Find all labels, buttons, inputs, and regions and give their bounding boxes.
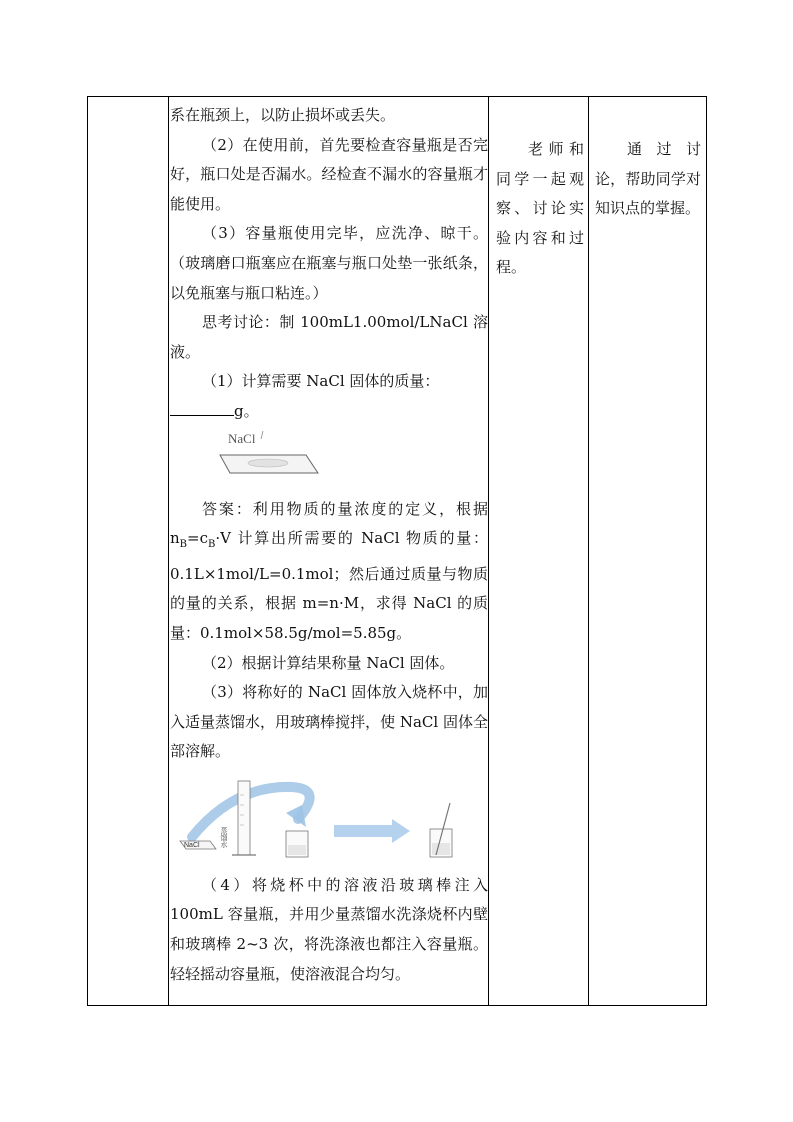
paragraph: 系在瓶颈上，以防止损坏或丢失。 <box>170 106 396 124</box>
figure-label: 蒸馏水 <box>220 826 228 848</box>
column-divider <box>588 97 589 1005</box>
lesson-table <box>87 96 707 1006</box>
paragraph: （2）在使用前，首先要检查容量瓶是否完好，瓶口处是否漏水。经检查不漏水的容量瓶才能使用。 <box>170 135 488 213</box>
paragraph: 老师和同学一起观察、讨论实验内容和过程。 <box>496 140 584 277</box>
answer-text: ·V 计算出所需要的 NaCl 物质的量：0.1L×1mol/L=0.1mol；然后通过质量与物质的量的关系，根据 m=n·M，求得 NaCl 的质量：0.1mol×58.5g/mol=5.85g。 <box>170 529 488 642</box>
nacl-weighing-paper-figure <box>170 429 488 475</box>
paragraph: （3）将称好的 NaCl 固体放入烧杯中，加入适量蒸馏水，用玻璃棒搅拌，使 NaCl 固体全部溶解。 <box>170 683 488 761</box>
column-divider <box>488 97 489 1005</box>
subscript: B <box>179 539 188 551</box>
answer-text: =c <box>187 529 209 548</box>
answer-blank <box>170 401 234 416</box>
column-divider <box>168 97 169 1005</box>
paragraph: （4）将烧杯中的溶液沿玻璃棒注入 100mL 容量瓶，并用少量蒸馏水洗涤烧杯内壁和玻璃棒 2~3 次，将洗涤液也都注入容量瓶。轻轻摇动容量瓶，使溶液混合均匀。 <box>170 875 488 983</box>
paragraph: 通过讨论，帮助同学对知识点的掌握。 <box>595 140 701 218</box>
teacher-activity-cell <box>496 135 584 283</box>
teaching-content-cell <box>170 101 488 989</box>
dissolution-process-figure <box>170 775 488 865</box>
question-paragraph <box>170 367 488 426</box>
figure-label: NaCl <box>184 841 200 849</box>
subscript: B <box>208 539 216 551</box>
design-intent-cell <box>595 135 701 224</box>
question-text: （1）计算需要 NaCl 固体的质量： <box>202 372 440 391</box>
paragraph: 思考讨论：制 100mL1.00mol/LNaCl 溶液。 <box>170 313 488 361</box>
paragraph: （2）根据计算结果称量 NaCl 固体。 <box>202 653 455 672</box>
unit-text: g。 <box>234 401 259 420</box>
answer-paragraph <box>170 495 488 649</box>
paragraph: （3）容量瓶使用完毕，应洗净、晾干。（玻璃磨口瓶塞应在瓶塞与瓶口处垫一张纸条，以免瓶塞与瓶口粘连。） <box>170 224 488 302</box>
figure-label: NaCl <box>228 430 256 446</box>
answer-text: 答案：利用物质的量浓度的定义，根据 n <box>170 499 488 548</box>
